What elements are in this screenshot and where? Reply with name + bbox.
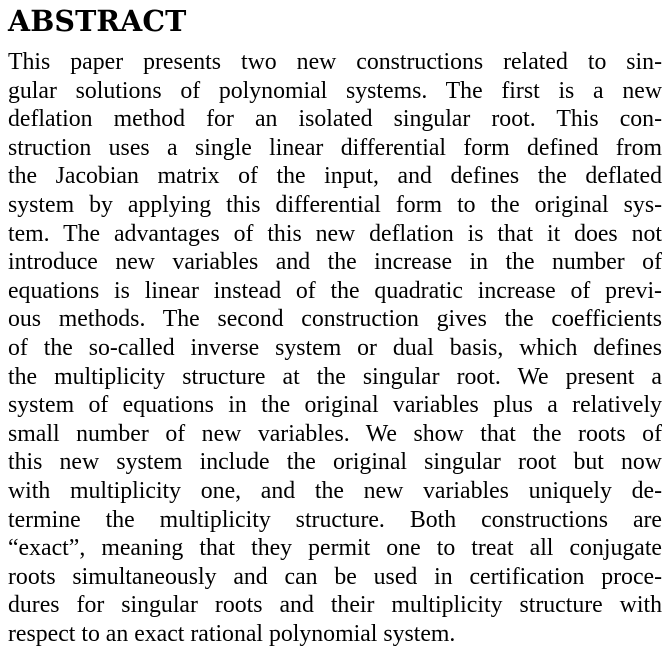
abstract-line-last: respect to an exact rational polynomial system. (8, 620, 456, 647)
abstract-line: termine the multiplicity structure. Both constructions are (8, 506, 662, 533)
abstract-line: ous methods. The second construction gives the coefficients (8, 306, 662, 333)
abstract-line: equations is linear instead of the quadratic increase of previ- (8, 277, 662, 304)
abstract-line: dures for singular roots and their multiplicity structure with (8, 592, 662, 619)
abstract-line: the multiplicity structure at the singular root. We present a (8, 363, 662, 390)
abstract-line: deflation method for an isolated singular root. This con- (8, 106, 662, 133)
abstract-line: struction uses a single linear differential form defined from (8, 134, 662, 161)
abstract-line: system by applying this differential form to the original sys- (8, 191, 662, 218)
abstract-line: system of equations in the original variables plus a relatively (8, 392, 662, 419)
abstract-line: of the so-called inverse system or dual basis, which defines (8, 334, 662, 361)
abstract-line: small number of new variables. We show that the roots of (8, 420, 662, 447)
abstract-line: “exact”, meaning that they permit one to treat all conjugate (8, 535, 662, 562)
abstract-line: the Jacobian matrix of the input, and defines the deflated (8, 163, 662, 190)
abstract-line: This paper presents two new constructions related to sin- (8, 49, 662, 75)
paper-page (8, 0, 662, 648)
abstract-line: this new system include the original singular root but now (8, 449, 662, 476)
abstract-line: with multiplicity one, and the new variables uniquely de- (8, 477, 662, 504)
abstract-line: roots simultaneously and can be used in certification proce- (8, 563, 662, 590)
abstract-line: gular solutions of polynomial systems. The first is a new (8, 77, 662, 104)
abstract-body (8, 48, 662, 648)
abstract-line: introduce new variables and the increase in the number of (8, 249, 662, 276)
section-heading: ABSTRACT (8, 4, 187, 38)
abstract-line: tem. The advantages of this new deflation is that it does not (8, 220, 662, 247)
